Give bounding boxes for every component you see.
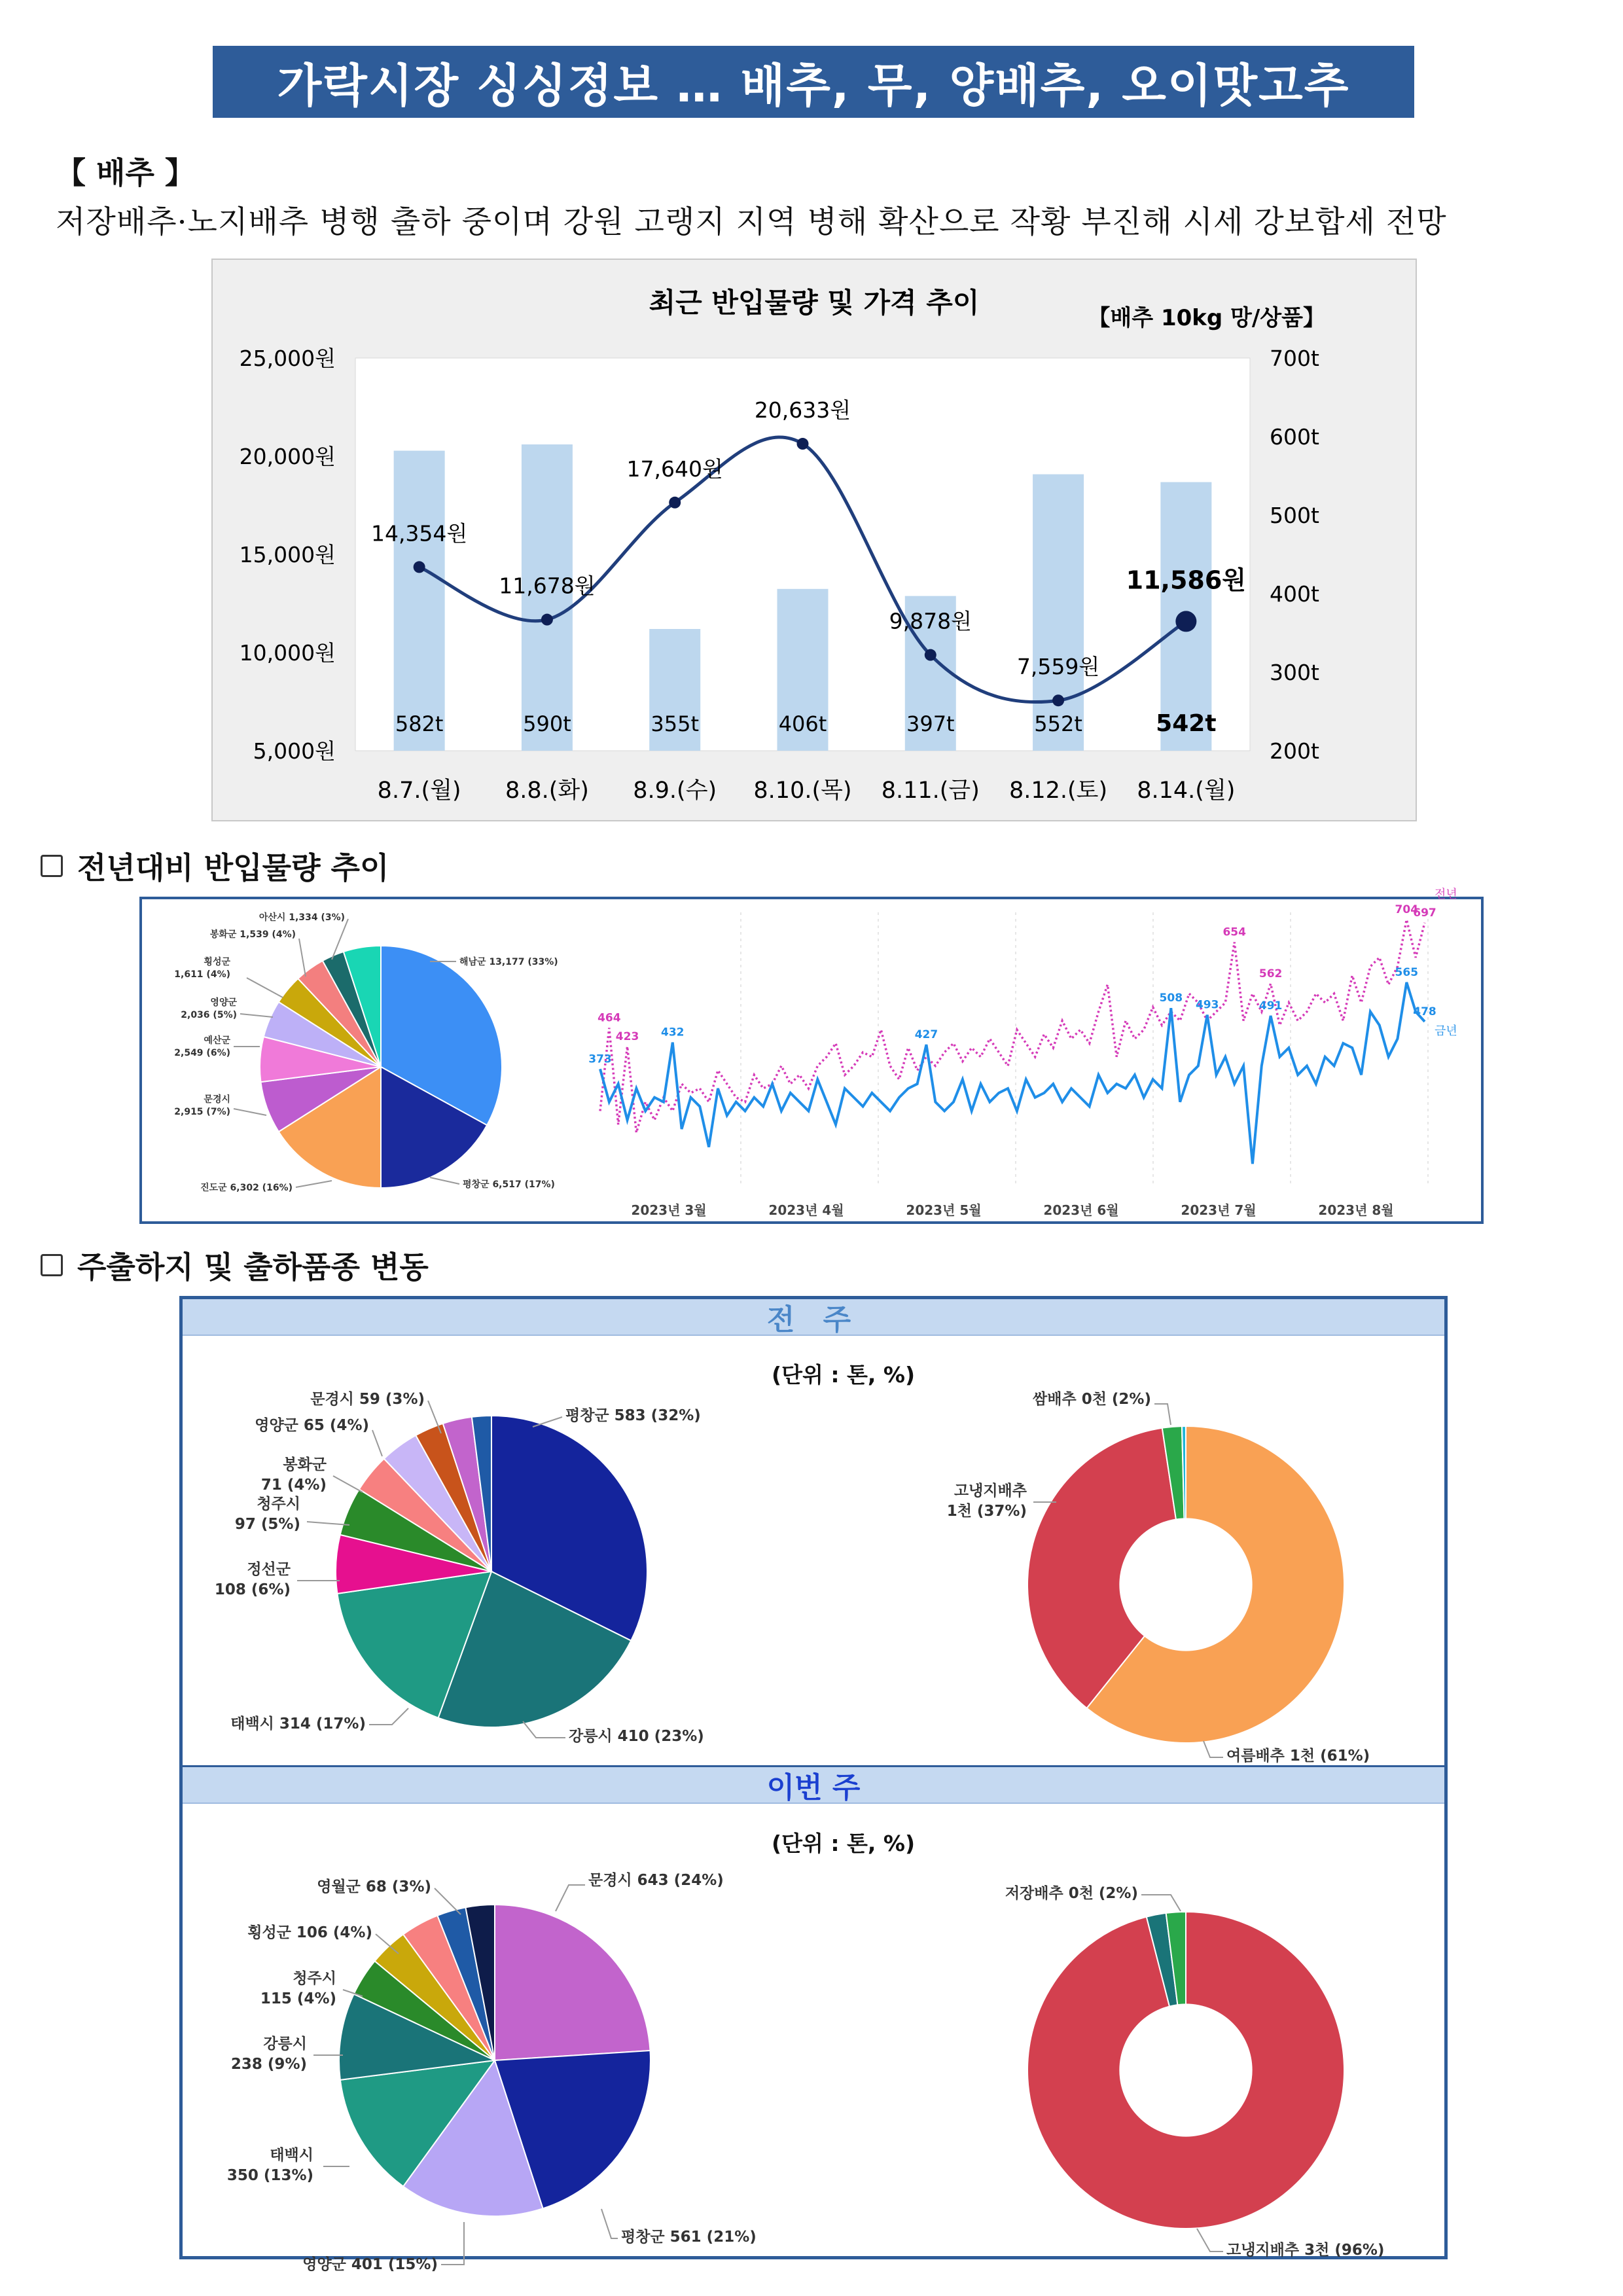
slice-label: 횡성군 1,611 (4%)	[174, 957, 230, 980]
data-label: 491	[1258, 999, 1283, 1013]
month-label: 2023년 8월	[1318, 1202, 1394, 1218]
slice-label: 영양군 401 (15%)	[302, 2256, 438, 2273]
data-label: 697	[1413, 906, 1436, 920]
volume-label: 406t	[778, 711, 827, 736]
checkbox-yoy-volume[interactable]	[41, 844, 389, 888]
right-tick-label: 200t	[1270, 738, 1319, 764]
price-point	[797, 438, 809, 450]
leader-line	[240, 1014, 273, 1017]
price-label: 9,878원	[889, 608, 972, 634]
slice-label: 저장배추 0천 (2%)	[1005, 1885, 1138, 1902]
price-label: 20,633원	[754, 397, 851, 423]
pie-slice	[495, 1905, 651, 2060]
right-tick-label: 600t	[1270, 424, 1319, 450]
leader-line	[234, 1109, 266, 1115]
left-tick-label: 20,000원	[239, 444, 336, 469]
slice-label: 강릉시 410 (23%)	[569, 1728, 704, 1745]
volume-label: 552t	[1034, 711, 1082, 736]
slice-label: 영월군 68 (3%)	[317, 1878, 431, 1895]
checkbox-label: 전년대비 반입물량 추이	[77, 850, 389, 886]
leader-line	[369, 1708, 408, 1725]
slice-label: 영양군 2,036 (5%)	[181, 997, 237, 1020]
price-label: 7,559원	[1016, 654, 1100, 680]
left-tick-label: 15,000원	[239, 542, 336, 567]
section-label: 【 배추 】	[56, 155, 195, 190]
series-name: 전년	[1435, 887, 1457, 901]
slice-label: 아산시 1,334 (3%)	[259, 912, 345, 923]
data-label: 478	[1413, 1005, 1436, 1018]
data-label: 432	[661, 1026, 685, 1039]
month-label: 2023년 5월	[906, 1202, 982, 1218]
slice-label: 여름배추 1천 (61%)	[1226, 1748, 1370, 1765]
slice-label: 청주시 97 (5%)	[234, 1496, 300, 1534]
volume-label: 542t	[1156, 710, 1217, 737]
price-point	[925, 649, 936, 661]
unit-note: 【배추 10kg 망/상품】	[1088, 305, 1325, 331]
volume-label: 590t	[523, 711, 571, 736]
last-week-origin-pie	[183, 1391, 804, 1764]
slice-label: 쌈배추 0천 (2%)	[1033, 1391, 1151, 1408]
category-label: 8.9.(수)	[633, 778, 717, 804]
leader-line	[1204, 1741, 1223, 1757]
this-week-header: 이번 주	[183, 1765, 1444, 1804]
slice-label: 강릉시 238 (9%)	[230, 2036, 307, 2073]
price-label: 14,354원	[370, 520, 468, 547]
chart-title: 최근 반입물량 및 가격 추이	[649, 287, 980, 319]
category-label: 8.10.(목)	[753, 778, 852, 804]
leader-line	[1197, 2229, 1223, 2251]
leader-line	[299, 939, 306, 977]
data-label: 464	[597, 1011, 621, 1025]
price-label: 11,678원	[499, 573, 596, 599]
series-line	[600, 982, 1425, 1164]
unit-label: (단위 : 톤, %)	[772, 1362, 916, 1388]
slice-label: 진도군 6,302 (16%)	[200, 1183, 293, 1193]
slice-label: 평창군 583 (32%)	[565, 1407, 701, 1424]
slice-label: 정선군 108 (6%)	[214, 1561, 291, 1599]
slice-label: 해남군 13,177 (33%)	[459, 957, 558, 967]
right-tick-label: 700t	[1270, 346, 1319, 371]
leader-line	[372, 1430, 382, 1456]
volume-bar	[1033, 475, 1084, 751]
slice-label: 횡성군 106 (4%)	[247, 1924, 372, 1941]
right-tick-label: 500t	[1270, 503, 1319, 528]
checkbox-label: 주출하지 및 출하품종 변동	[77, 1249, 429, 1285]
leader-line	[601, 2209, 618, 2238]
slice-label: 문경시 2,915 (7%)	[174, 1094, 230, 1117]
slice-label: 봉화군 71 (4%)	[260, 1456, 327, 1494]
leader-line	[435, 1888, 461, 1914]
checkbox-icon[interactable]	[41, 1254, 63, 1276]
leader-line	[296, 1181, 332, 1187]
slice-label: 봉화군 1,539 (4%)	[209, 929, 296, 940]
data-label: 427	[914, 1028, 938, 1042]
slice-label: 평창군 6,517 (17%)	[463, 1179, 555, 1190]
volume-bar	[394, 451, 445, 751]
month-label: 2023년 4월	[768, 1202, 844, 1218]
yoy-line-chart	[561, 887, 1480, 1220]
price-point	[541, 614, 553, 626]
price-point	[1052, 694, 1064, 706]
price-point	[414, 561, 425, 573]
checkbox-icon[interactable]	[41, 855, 63, 877]
slice-label: 영양군 65 (4%)	[255, 1417, 369, 1434]
checkbox-origin-variety[interactable]	[41, 1244, 429, 1287]
leader-line	[247, 978, 283, 997]
yoy-panel	[139, 887, 1484, 1224]
last-week-header: 전 주	[183, 1299, 1444, 1336]
data-label: 704	[1395, 903, 1419, 917]
slice-label: 평창군 561 (21%)	[621, 2229, 757, 2246]
data-label: 565	[1395, 965, 1419, 979]
data-label: 654	[1222, 925, 1246, 939]
leader-line	[1141, 1895, 1181, 1911]
series-name: 금년	[1435, 1024, 1457, 1038]
data-label: 423	[615, 1030, 639, 1043]
report-title: 가락시장 싱싱정보 … 배추, 무, 양배추, 오이맛고추	[213, 46, 1414, 118]
month-label: 2023년 6월	[1043, 1202, 1119, 1218]
slice-label: 고냉지배추 1천 (37%)	[946, 1482, 1027, 1520]
month-label: 2023년 3월	[631, 1202, 707, 1218]
slice-label: 청주시 115 (4%)	[260, 1970, 336, 2008]
month-label: 2023년 7월	[1181, 1202, 1257, 1218]
left-tick-label: 25,000원	[239, 346, 336, 371]
volume-label: 355t	[651, 711, 700, 736]
this-week-variety-donut	[804, 1852, 1446, 2258]
origin-variety-panel	[179, 1296, 1448, 2273]
origin-share-pie	[142, 899, 600, 1220]
category-label: 8.14.(월)	[1137, 778, 1236, 804]
slice-label: 태백시 314 (17%)	[230, 1715, 366, 1732]
slice-label: 문경시 643 (24%)	[588, 1872, 724, 1889]
data-label: 562	[1258, 967, 1283, 980]
volume-label: 582t	[395, 711, 444, 736]
donut-hole	[1119, 2003, 1252, 2136]
leader-line	[1154, 1404, 1171, 1425]
market-summary: 저장배추·노지배추 병행 출하 중이며 강원 고랭지 지역 병해 확산으로 작황 부진해 시세 강보합세 전망	[56, 204, 1447, 240]
data-label: 373	[588, 1052, 612, 1066]
slice-label: 문경시 59 (3%)	[310, 1391, 425, 1408]
donut-hole	[1119, 1518, 1252, 1651]
leader-line	[333, 1476, 363, 1492]
right-tick-label: 300t	[1270, 660, 1319, 685]
unit-label: (단위 : 톤, %)	[772, 1831, 916, 1856]
slice-label: 고냉지배추 3천 (96%)	[1226, 2242, 1385, 2259]
slice-label: 태백시 350 (13%)	[226, 2147, 313, 2185]
category-label: 8.8.(화)	[505, 778, 589, 804]
price-point	[1175, 611, 1196, 632]
price-label: 11,586원	[1126, 565, 1247, 595]
last-week-variety-donut	[804, 1378, 1446, 1764]
price-label: 17,640원	[626, 456, 723, 482]
data-label: 508	[1159, 992, 1183, 1005]
leader-line	[430, 1177, 459, 1184]
price-point	[669, 497, 681, 509]
data-label: 493	[1195, 998, 1219, 1012]
slice-label: 예산군 2,549 (6%)	[174, 1035, 230, 1058]
left-tick-label: 5,000원	[253, 738, 336, 764]
category-label: 8.11.(금)	[881, 778, 980, 804]
this-week-origin-pie	[183, 1859, 804, 2273]
leader-line	[441, 2222, 464, 2265]
left-tick-label: 10,000원	[239, 640, 336, 666]
leader-line	[523, 1721, 565, 1738]
right-tick-label: 400t	[1270, 581, 1319, 607]
category-label: 8.12.(토)	[1008, 778, 1108, 804]
leader-line	[556, 1885, 585, 1911]
category-label: 8.7.(월)	[377, 778, 461, 804]
volume-label: 397t	[906, 711, 955, 736]
price-volume-chart	[211, 259, 1417, 821]
price-volume-svg	[213, 260, 1416, 820]
